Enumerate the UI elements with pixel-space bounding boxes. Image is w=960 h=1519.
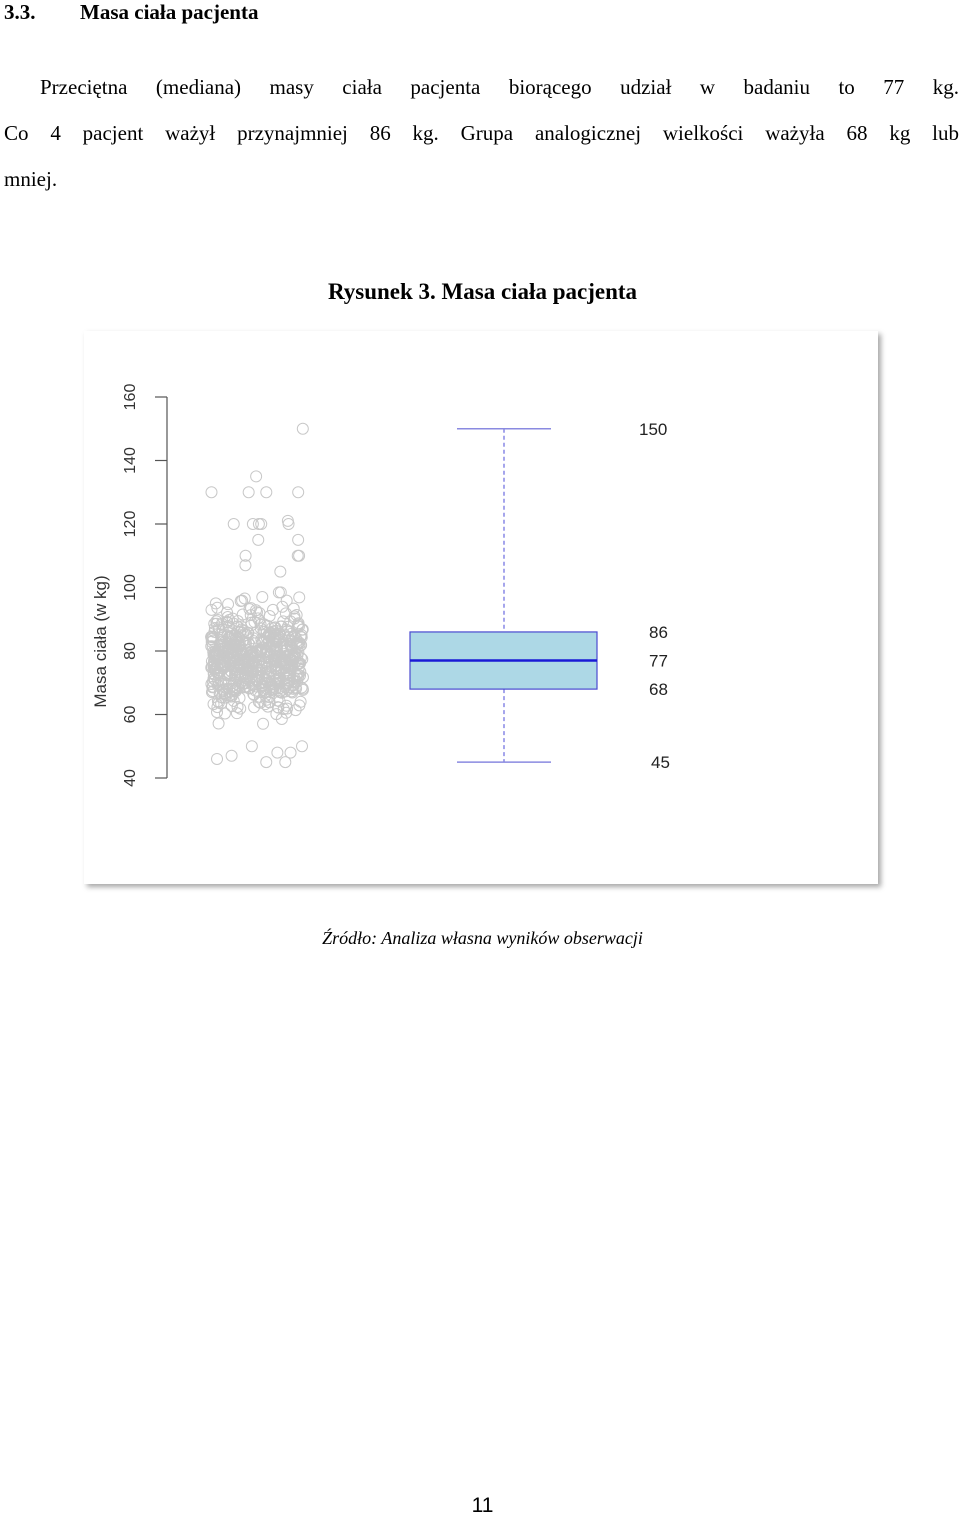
data-point bbox=[246, 741, 257, 752]
data-point bbox=[295, 696, 306, 707]
data-point bbox=[296, 741, 307, 752]
data-point bbox=[261, 757, 272, 768]
data-point bbox=[257, 591, 268, 602]
data-point bbox=[253, 534, 264, 545]
data-point bbox=[206, 487, 217, 498]
data-point bbox=[293, 534, 304, 545]
data-point bbox=[219, 708, 230, 719]
data-point bbox=[264, 611, 275, 622]
data-point bbox=[285, 747, 296, 758]
q3-label: 86 bbox=[649, 622, 668, 642]
data-point bbox=[256, 519, 267, 530]
data-point bbox=[261, 487, 272, 498]
paragraph-line-2: Co 4 pacjent ważył przynajmniej 86 kg. Grupa analogicznej wielkości ważyła 68 kg lub bbox=[4, 121, 959, 145]
median-label: 77 bbox=[649, 651, 668, 671]
chart-frame bbox=[84, 331, 878, 884]
y-tick-label: 140 bbox=[122, 447, 139, 474]
data-point bbox=[272, 747, 283, 758]
data-point bbox=[212, 602, 223, 613]
paragraph-line-3: mniej. bbox=[4, 167, 58, 191]
y-tick-label: 40 bbox=[122, 769, 139, 787]
max-label: 150 bbox=[639, 419, 668, 439]
data-point bbox=[251, 471, 262, 482]
data-point bbox=[226, 750, 237, 761]
section-title: Masa ciała pacjenta bbox=[80, 0, 259, 24]
data-point bbox=[288, 603, 299, 614]
data-point bbox=[223, 599, 234, 610]
data-point bbox=[213, 718, 224, 729]
boxplot-chart bbox=[84, 331, 878, 884]
data-point bbox=[297, 423, 308, 434]
body-paragraph bbox=[4, 64, 959, 202]
y-tick-label: 80 bbox=[122, 642, 139, 660]
section-number: 3.3. bbox=[4, 0, 36, 24]
y-tick-label: 60 bbox=[122, 705, 139, 724]
data-point bbox=[228, 519, 239, 530]
data-point bbox=[294, 592, 305, 603]
data-point bbox=[258, 718, 269, 729]
data-point bbox=[253, 519, 264, 530]
data-point bbox=[243, 487, 254, 498]
y-tick-label: 100 bbox=[122, 574, 139, 601]
paragraph-line-1: Przeciętna (mediana) masy ciała pacjenta biorącego udział w badaniu to 77 kg. bbox=[40, 75, 959, 99]
q1-label: 68 bbox=[649, 680, 668, 700]
figure-source: Źródło: Analiza własna wyników obserwacji bbox=[322, 928, 643, 948]
data-point bbox=[267, 604, 278, 615]
y-tick-label: 160 bbox=[122, 383, 139, 411]
figure-title: Rysunek 3. Masa ciała pacjenta bbox=[327, 279, 638, 304]
section-heading bbox=[4, 0, 258, 25]
y-axis-title: Masa ciała (w kg) bbox=[91, 575, 110, 708]
jitter-points bbox=[206, 423, 309, 767]
data-point bbox=[293, 487, 304, 498]
page-number: 11 bbox=[471, 1494, 494, 1517]
data-point bbox=[239, 593, 250, 604]
min-label: 45 bbox=[651, 753, 670, 773]
y-tick-label: 120 bbox=[122, 510, 139, 538]
data-point bbox=[212, 753, 223, 764]
data-point bbox=[275, 566, 286, 577]
